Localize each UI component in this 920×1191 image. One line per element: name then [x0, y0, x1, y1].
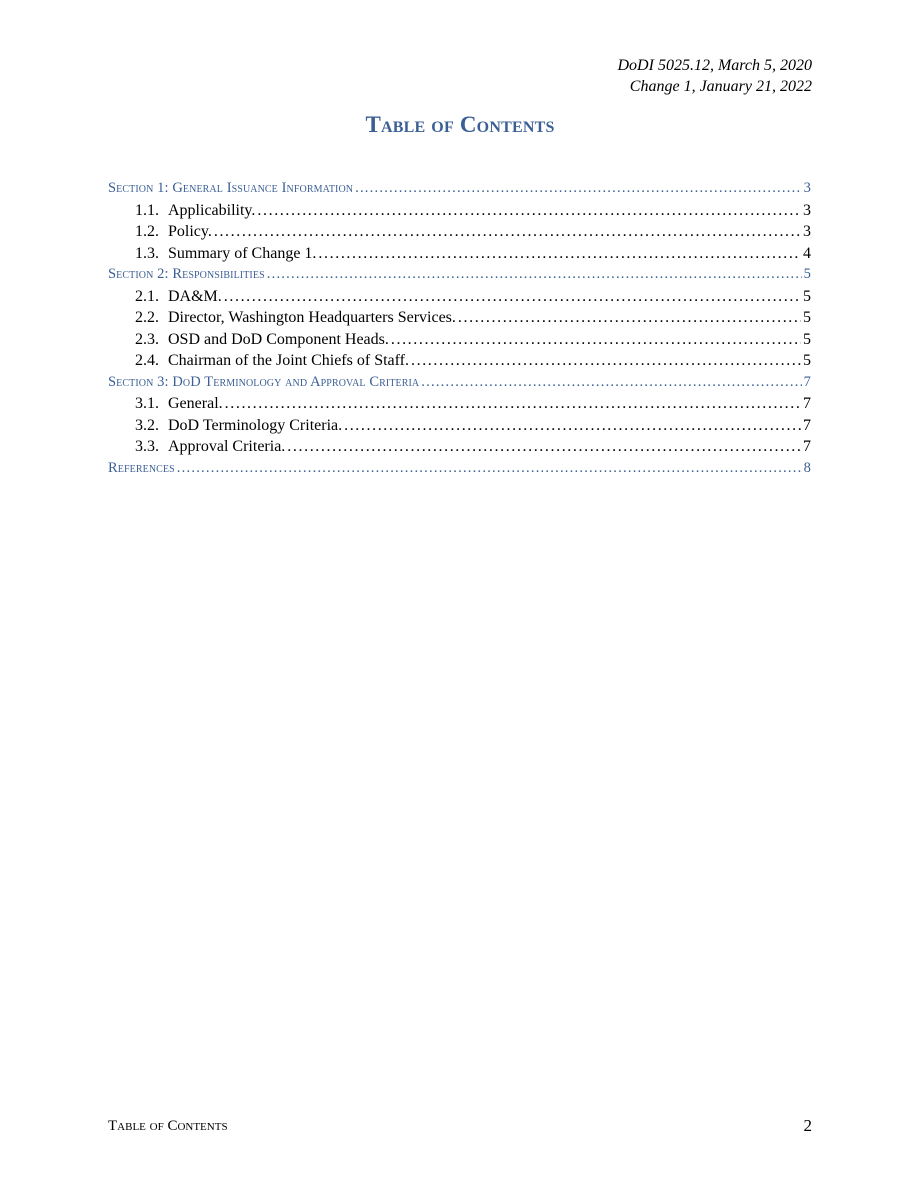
toc-entry-label	[135, 436, 285, 458]
toc-entry-number: 3.1.	[135, 395, 159, 412]
toc-page-number: 3	[803, 223, 811, 240]
toc-dot-leader	[458, 307, 801, 329]
toc-entry-number: 2.4.	[135, 352, 159, 369]
toc-page-number: 7	[803, 395, 811, 412]
toc-entry-text: Section 3: DoD Terminology and Approval Criteria	[108, 373, 420, 390]
toc-page-number: 4	[803, 244, 811, 262]
toc-page-number: 7	[803, 438, 811, 455]
toc-item-link[interactable]	[108, 393, 811, 415]
header-change-date: Change 1, January 21, 2022	[629, 78, 812, 95]
toc-entry-label	[135, 286, 222, 308]
toc-entry-text: DA&M.	[168, 287, 222, 305]
toc-item-link[interactable]	[108, 329, 811, 351]
toc-entry-text: Policy.	[168, 223, 212, 240]
toc-page-number: 5	[803, 330, 811, 348]
toc-entry-label	[135, 243, 316, 265]
toc-entry-text: DoD Terminology Criteria.	[168, 416, 343, 434]
toc-dot-leader	[214, 221, 801, 243]
toc-item-link[interactable]	[108, 307, 811, 329]
toc-page-number: 5	[803, 352, 811, 369]
header-issuance-date: DoDI 5025.12, March 5, 2020	[617, 57, 812, 74]
toc-entry-label	[135, 350, 409, 372]
toc-page-number: 8	[803, 459, 811, 476]
toc-dot-leader	[318, 243, 801, 265]
toc-entry-label	[108, 372, 419, 394]
toc-entry-label	[108, 264, 265, 286]
toc-page-number: 7	[803, 373, 811, 390]
toc-page-number: 5	[803, 309, 811, 326]
toc-entry-number: 2.3.	[135, 330, 159, 348]
toc-dot-leader	[391, 329, 801, 351]
toc-dot-leader	[287, 436, 801, 458]
toc-dot-leader	[344, 415, 801, 437]
toc-item-link[interactable]	[108, 221, 811, 243]
toc-item-link[interactable]	[108, 200, 811, 222]
toc-entry-text: Applicability.	[168, 201, 256, 219]
toc-entry-number: 3.2.	[135, 416, 159, 434]
toc-item-link[interactable]	[108, 436, 811, 458]
toc-dot-leader	[224, 286, 801, 308]
toc-entry-label	[135, 221, 212, 243]
toc-page-number: 7	[803, 416, 811, 434]
toc-entry-label	[135, 393, 223, 415]
toc-entry-label	[108, 178, 353, 200]
toc-section-link[interactable]	[108, 372, 811, 394]
toc-entry-label	[135, 307, 456, 329]
toc-page-number: 5	[803, 266, 811, 282]
toc-entry-label	[135, 415, 342, 437]
toc-page-number: 5	[803, 287, 811, 305]
toc-entry-text: Chairman of the Joint Chiefs of Staff.	[168, 352, 409, 369]
toc-entry-number: 1.2.	[135, 223, 159, 240]
toc-section-link[interactable]	[108, 458, 811, 480]
toc-entry-label	[135, 200, 255, 222]
footer-section-name: Table of Contents	[108, 1118, 228, 1134]
toc-item-link[interactable]	[108, 286, 811, 308]
toc-entry-text: General.	[168, 395, 223, 412]
toc-section-link[interactable]	[108, 264, 811, 286]
toc-dot-leader	[257, 200, 801, 222]
document-header	[618, 55, 813, 97]
toc-entry-number: 3.3.	[135, 438, 159, 455]
toc-item-link[interactable]	[108, 350, 811, 372]
toc-dot-leader	[267, 264, 802, 286]
toc-entry-text: Approval Criteria.	[168, 438, 286, 455]
toc-entry-label	[108, 458, 175, 480]
toc-page-number: 3	[803, 180, 811, 196]
toc-entry-label	[135, 329, 389, 351]
toc-entry-number: 2.1.	[135, 287, 159, 305]
toc-entry-text: Summary of Change 1.	[168, 244, 317, 262]
toc-entry-text: Director, Washington Headquarters Services.	[168, 309, 456, 326]
toc-page-number: 3	[803, 201, 811, 219]
toc-dot-leader	[177, 458, 802, 480]
toc-entry-text: OSD and DoD Component Heads.	[168, 330, 389, 348]
toc-entry-text: Section 1: General Issuance Information	[108, 180, 354, 196]
toc-item-link[interactable]	[108, 415, 811, 437]
toc-item-link[interactable]	[108, 243, 811, 265]
toc-dot-leader	[225, 393, 801, 415]
toc-section-link[interactable]	[108, 178, 811, 200]
toc-dot-leader	[411, 350, 801, 372]
table-of-contents	[108, 178, 811, 479]
toc-dot-leader	[421, 372, 801, 394]
toc-entry-text: Section 2: Responsibilities	[108, 266, 265, 282]
toc-entry-number: 1.3.	[135, 244, 159, 262]
toc-entry-text: References	[108, 459, 175, 476]
toc-dot-leader	[355, 178, 802, 200]
page-title: Table of Contents	[365, 112, 555, 137]
toc-entry-number: 2.2.	[135, 309, 159, 326]
toc-entry-number: 1.1.	[135, 201, 159, 219]
footer-page-number: 2	[803, 1116, 812, 1135]
